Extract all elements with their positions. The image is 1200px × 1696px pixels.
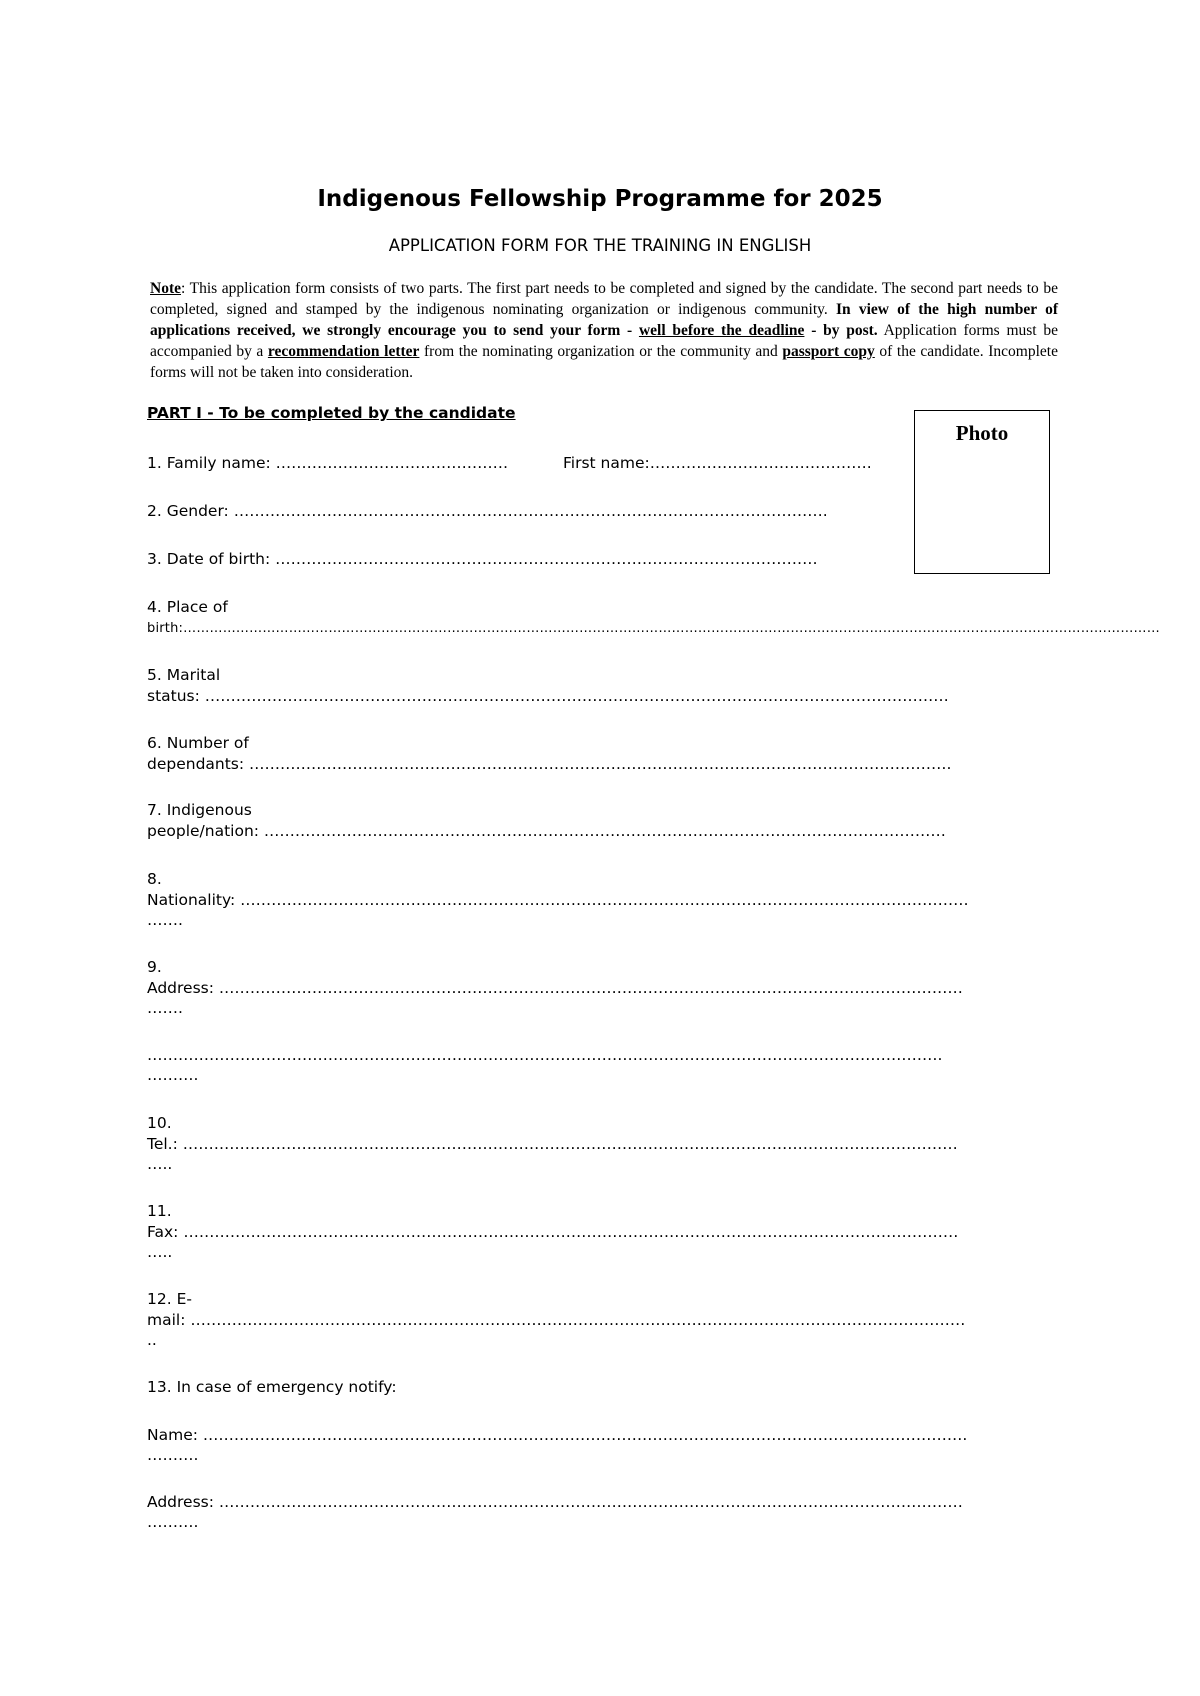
nationality-field-cont[interactable]: ……. [147,911,183,929]
tel-field[interactable]: Tel.: …………………………………………………………………………………………………………………………………… [147,1135,958,1153]
address-line-2-cont[interactable]: ………. [147,1066,199,1084]
part-one-heading: PART I - To be completed by the candidate [147,404,516,422]
note-text-2: Application forms must be accompanied by a [150,322,1058,360]
dob-field[interactable]: 3. Date of birth: …………………………………………………………………………………………… [147,550,818,568]
nationality-label: 8. [147,870,162,888]
tel-label: 10. [147,1114,172,1132]
fax-field[interactable]: Fax: …………………………………………………………………………………………………………………………………… [147,1223,959,1241]
indigenous-people-label: 7. Indigenous [147,801,252,819]
nationality-field[interactable]: Nationality: …………………………………………………………………………………………………………………………… [147,891,969,909]
tel-field-cont[interactable]: ….. [147,1155,173,1173]
note-paragraph [150,278,1058,383]
address-line-2-field[interactable]: ………………………………………………………………………………………………………………………………………. [147,1046,943,1064]
photo-box[interactable] [914,410,1050,574]
emergency-name-cont[interactable]: ………. [147,1446,199,1464]
address-field[interactable]: Address: ……………………………………………………………………………………………………………………………… [147,979,963,997]
note-recommendation-letter: recommendation letter [267,343,420,360]
marital-status-field[interactable]: status: ……………………………………………………………………………………………………………………………… [147,687,949,705]
emergency-address-cont[interactable]: ………. [147,1513,199,1531]
note-text-4: of the candidate. Incomplete forms will not be taken into consideration. [150,343,1058,381]
family-name-field[interactable]: 1. Family name: ……………………………………… [147,454,509,472]
note-label: Note [150,280,181,297]
fax-field-cont[interactable]: ….. [147,1243,173,1261]
email-label: 12. E- [147,1290,192,1308]
emergency-heading: 13. In case of emergency notify: [147,1378,397,1396]
note-bold-2: - by post. [804,322,878,339]
indigenous-people-field[interactable]: people/nation: …………………………………………………………………………………………………………………… [147,822,946,840]
emergency-name-field[interactable]: Name: …………………………………………………………………………………………………………………………………. [147,1426,968,1444]
note-bold-1: In view of the high number of applications received, we strongly encourage you to send your form - [150,301,1058,339]
dependants-label: 6. Number of [147,734,249,752]
fax-label: 11. [147,1202,172,1220]
address-label: 9. [147,958,162,976]
note-text-3: from the nominating organization or the community and [419,343,783,360]
note-passport-copy: passport copy [782,343,875,360]
photo-label: Photo [955,421,1009,445]
place-of-birth-field[interactable]: birth:…………………………………………………………………………………………………………………………………………………………………………………………………… [147,621,1160,636]
form-subtitle: APPLICATION FORM FOR THE TRAINING IN ENGLISH [388,236,812,255]
dependants-field[interactable]: dependants: ………………………………………………………………………………………………………………………. [147,755,952,773]
marital-status-label: 5. Marital [147,666,221,684]
email-field-cont[interactable]: .. [147,1331,157,1349]
email-field[interactable]: mail: …………………………………………………………………………………………………………………………………… [147,1311,966,1329]
form-title: Indigenous Fellowship Programme for 2025 [317,186,883,212]
note-deadline: well before the deadline [638,322,805,339]
gender-field[interactable]: 2. Gender: ……………………………………………………………………………………………………. [147,502,828,520]
place-of-birth-label: 4. Place of [147,598,228,616]
first-name-field[interactable]: First name:……………………………………. [563,454,872,472]
address-field-cont[interactable]: ……. [147,999,183,1017]
note-text-1: : This application form consists of two parts. The first part needs to be completed and signed by the candidate. The second part needs to be completed, signed and stamped by the indigenous nominating organization or indigenous community. [150,280,1058,318]
emergency-address-field[interactable]: Address: ……………………………………………………………………………………………………………………………… [147,1493,963,1511]
